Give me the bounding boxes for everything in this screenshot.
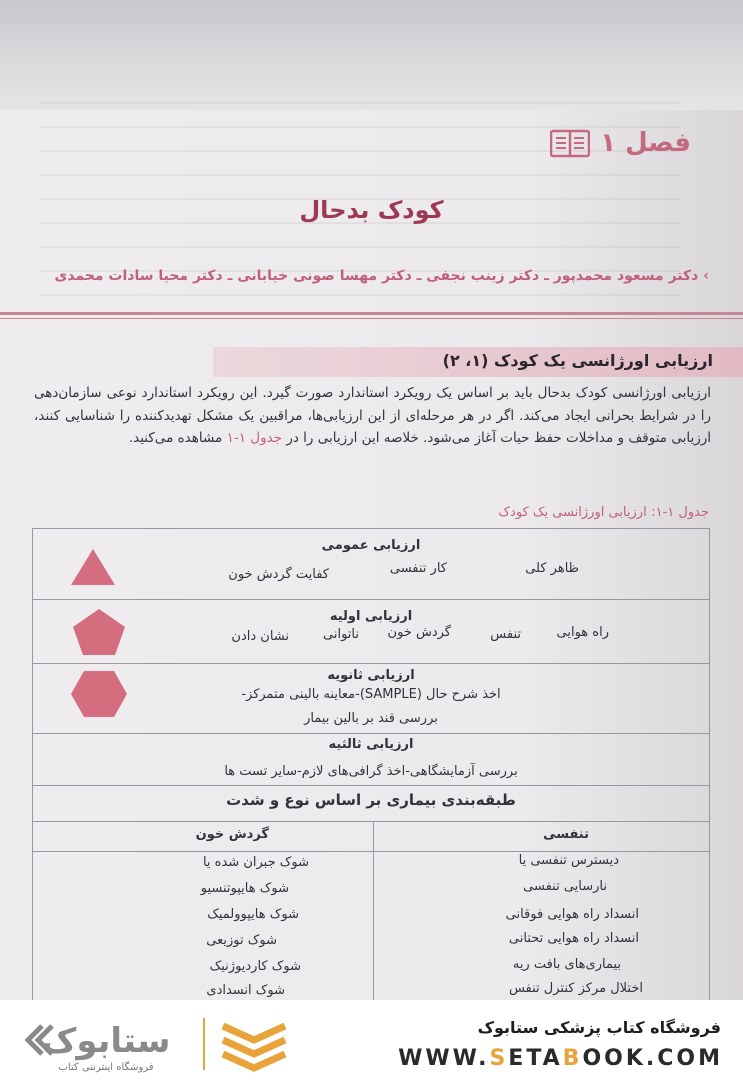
circulatory-item: شوک انسدادی	[206, 983, 285, 998]
circulatory-item: شوک هایپوولمیک	[207, 907, 299, 922]
primary-assessment-title: ارزیابی اولیه	[329, 609, 413, 624]
primary-item: ناتوانی	[323, 627, 359, 642]
col-header-circulatory: گردش خون	[195, 827, 269, 842]
section-title: ارزیابی اورژانسی یک کودک (۱، ۲)	[442, 351, 713, 370]
respiratory-item: دیسترس تنفسی یا	[518, 853, 619, 868]
chapter-label: فصل ۱	[600, 128, 691, 158]
row-divider	[33, 785, 709, 786]
row-divider	[33, 851, 709, 852]
table-caption-text: ارزیابی اورژانسی یک کودک	[498, 505, 647, 520]
paragraph-text: ارزیابی اورژانسی کودک بدحال باید بر اساس یک رویکرد استاندارد صورت گیرد. این رویکرد استاندارد نوعی سازمان‌دهی را در شرایط بحرانی ایجاد می‌کند. اگر در هر مرحله‌ای از این ارزیابی‌ها، مراقبین یک مشکل تهدیدکننده را شناسایی کنند، ارزیابی متوقف و مداخلات حفظ حیات آغاز می‌شود. خلاصه این ارزیابی را در	[34, 385, 711, 446]
pentagon-icon	[71, 607, 127, 657]
secondary-line-2: بررسی قند بر بالین بیمار	[304, 711, 438, 726]
general-item: کفایت گردش خون	[228, 567, 329, 582]
circulatory-item: شوک جبران شده یا	[202, 855, 309, 870]
table-reference-link: جدول ۱-۱	[226, 430, 283, 446]
authors-line: › دکتر مسعود محمدپور ـ دکتر زینب نجفی ـ دکتر مهسا صونی خیابانی ـ دکتر محیا سادات محمدی	[54, 268, 709, 284]
circulatory-item: شوک هایپوتنسیو	[200, 881, 289, 896]
general-assessment-title: ارزیابی عمومی	[321, 538, 421, 553]
paragraph-end: مشاهده می‌کنید.	[128, 430, 223, 446]
column-divider	[373, 821, 374, 1000]
chapter-title: کودک بدحال	[299, 196, 444, 224]
url-s: S	[489, 1046, 509, 1071]
hexagon-icon	[69, 669, 129, 719]
row-divider	[33, 821, 709, 822]
circulatory-item: شوک توزیعی	[206, 933, 277, 948]
setabook-logo	[18, 1012, 318, 1074]
book-icon	[550, 128, 590, 158]
triangle-icon	[69, 547, 117, 587]
logo-subtitle: فروشگاه اینترنتی کتاب	[58, 1062, 154, 1073]
primary-item: گردش خون	[387, 625, 451, 640]
divider-thin	[0, 318, 743, 319]
table-caption	[498, 505, 709, 520]
circulatory-item: شوک کاردیوژنیک	[209, 959, 301, 974]
secondary-assessment-title: ارزیابی ثانویه	[327, 668, 415, 683]
bleed-through-text	[40, 80, 680, 300]
logo-wordmark: ستابوک	[41, 1021, 171, 1061]
respiratory-item: بیماری‌های بافت ریه	[512, 957, 621, 972]
url-mid: ETA	[508, 1046, 563, 1071]
classification-title: طبقه‌بندی بیماری بر اساس نوع و شدت	[226, 791, 516, 809]
respiratory-item: نارسایی تنفسی	[523, 879, 607, 894]
section-paragraph	[34, 382, 711, 450]
row-divider	[33, 733, 709, 734]
assessment-table	[32, 528, 710, 1000]
general-item: کار تنفسی	[389, 561, 447, 576]
tertiary-line-1: بررسی آزمایشگاهی-اخذ گرافی‌های لازم-سایر تست ها	[224, 764, 518, 779]
row-divider	[33, 599, 709, 600]
primary-item: راه هوایی	[556, 625, 609, 640]
url-suffix: OOK.COM	[582, 1046, 723, 1071]
respiratory-item: انسداد راه هوایی تحتانی	[508, 931, 639, 946]
stacked-books-icon	[223, 1026, 285, 1068]
row-divider	[33, 663, 709, 664]
primary-item: نشان دادن	[231, 629, 289, 644]
store-url[interactable]	[398, 1046, 723, 1071]
url-prefix: WWW.	[398, 1046, 490, 1071]
table-caption-number: جدول ۱-۱:	[651, 505, 709, 520]
general-item: ظاهر کلی	[525, 561, 579, 576]
url-b: B	[562, 1046, 583, 1071]
secondary-line-1: اخذ شرح حال (SAMPLE)-معاینه بالینی متمرکز-	[241, 687, 501, 702]
divider-thick	[0, 312, 743, 315]
col-header-respiratory: تنفسی	[543, 827, 589, 842]
store-name: فروشگاه کتاب پزشکی ستابوک	[477, 1018, 721, 1037]
tertiary-assessment-title: ارزیابی ثالثیه	[328, 737, 414, 752]
respiratory-item: انسداد راه هوایی فوقانی	[505, 907, 639, 922]
respiratory-item: اختلال مرکز کنترل تنفس	[508, 981, 643, 996]
primary-item: تنفس	[490, 627, 521, 642]
chapter-heading	[550, 128, 691, 158]
